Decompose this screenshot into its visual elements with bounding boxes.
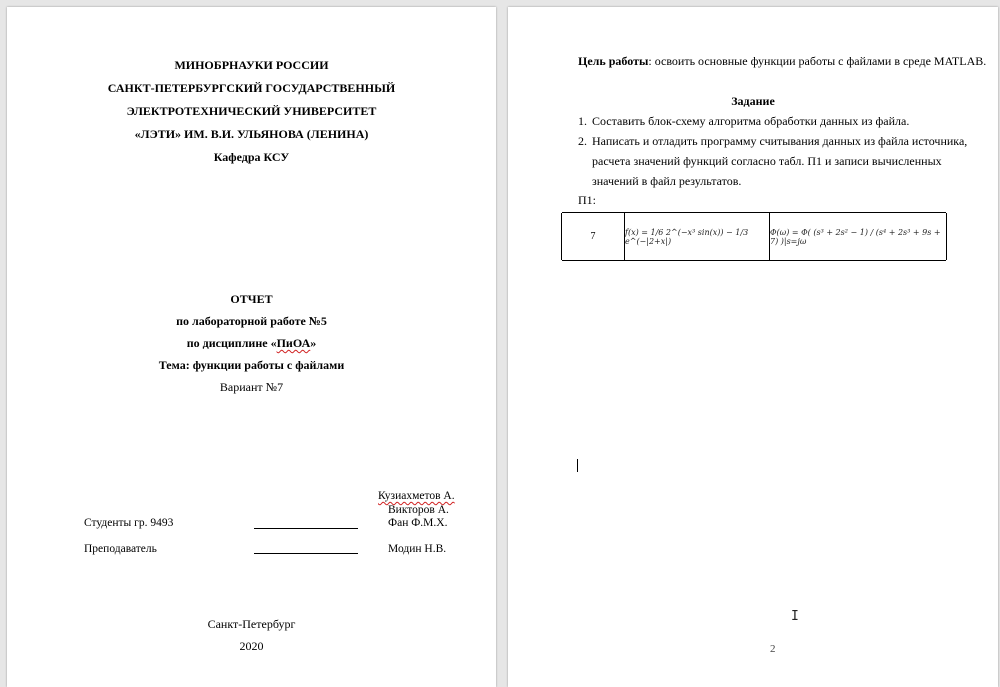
task-text: Составить блок-схему алгоритма обработки данных из файла. <box>592 114 910 128</box>
course-prefix: по дисциплине « <box>186 336 277 350</box>
table-label: П1: <box>578 193 596 207</box>
title-page <box>7 7 496 687</box>
goal-text: : освоить основные функции работы с файлами в среде MATLAB. <box>648 54 987 68</box>
report-heading: ОТЧЕТ <box>230 292 273 306</box>
task-item <box>578 131 970 191</box>
task-list <box>578 111 970 191</box>
variant-cell: 7 <box>562 213 625 260</box>
goal-label: Цель работы <box>578 54 649 68</box>
phi-formula-cell <box>770 213 946 260</box>
goal-paragraph[interactable] <box>578 51 986 71</box>
report-block <box>7 288 496 398</box>
student-name-2: Викторов А. <box>388 504 449 516</box>
task-item <box>578 111 970 131</box>
department-line: Кафедра КСУ <box>213 150 290 164</box>
university-line-1: САНКТ-ПЕТЕРБУРГСКИЙ ГОСУДАРСТВЕННЫЙ <box>107 81 396 95</box>
teacher-name: Модин Н.В. <box>388 543 447 555</box>
variant-line: Вариант №7 <box>219 380 284 394</box>
page-number: 2 <box>770 643 776 655</box>
f-formula: f(x) = 1/6 2^(−x³ sin(x)) − 1/3 e^(−|2+x|) <box>625 227 749 246</box>
student-name-3: Фан Ф.М.Х. <box>388 517 448 529</box>
task-number: 1. <box>578 114 587 128</box>
task-text: Написать и отладить программу считывания данных из файла источника, расчета значений функций согласно табл. П1 и записи вычисленных значений в файл результатов. <box>592 134 968 188</box>
content-page[interactable] <box>508 7 998 687</box>
course-line <box>7 332 496 354</box>
university-line-3: «ЛЭТИ» ИМ. В.И. УЛЬЯНОВА (ЛЕНИНА) <box>134 127 369 141</box>
city-year-block <box>7 613 496 657</box>
student-name-1 <box>378 489 455 503</box>
lab-work-line: по лабораторной работе №5 <box>176 314 327 328</box>
students-label: Студенты гр. 9493 <box>84 517 174 529</box>
university-header <box>7 54 496 169</box>
ministry-line: МИНОБРНАУКИ РОССИИ <box>174 58 329 72</box>
students-signature-line <box>254 528 358 529</box>
city: Санкт-Петербург <box>207 617 296 631</box>
year: 2020 <box>239 639 264 653</box>
task-heading: Задание <box>731 94 775 108</box>
teacher-label: Преподаватель <box>84 543 157 555</box>
text-caret <box>577 459 578 472</box>
variant-table <box>562 212 946 261</box>
university-line-2: ЭЛЕКТРОТЕХНИЧЕСКИЙ УНИВЕРСИТЕТ <box>126 104 377 118</box>
student-name-1-text: Кузиахметов А. <box>378 490 455 502</box>
f-formula-cell <box>625 213 770 260</box>
table-right-border <box>946 213 947 260</box>
task-number: 2. <box>578 134 587 148</box>
topic-line: Тема: функции работы с файлами <box>158 358 345 372</box>
course-name: ПиОА <box>276 336 311 350</box>
phi-formula: Φ(ω) = Φ( (s³ + 2s² − 1) / (s⁴ + 2s³ + 9s + 7) )|s=jω <box>770 227 941 246</box>
course-suffix: » <box>310 336 317 350</box>
teacher-signature-line <box>254 553 358 554</box>
ibeam-cursor-icon: I <box>791 609 799 624</box>
